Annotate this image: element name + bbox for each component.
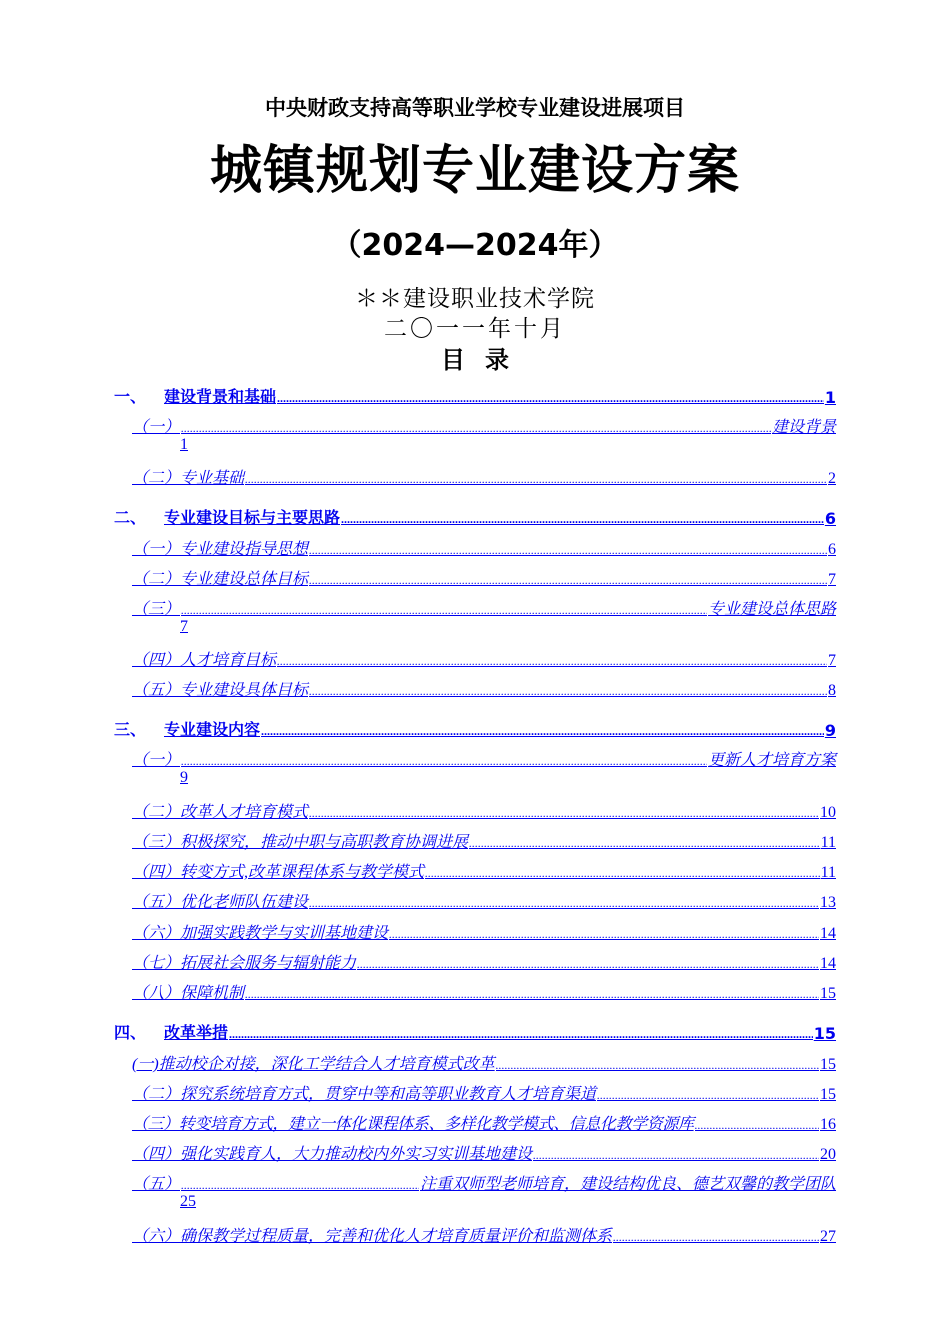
toc-item-label: （五）专业建设具体目标 xyxy=(132,682,309,699)
toc-item-label: （六）加强实践教学与实训基地建设 xyxy=(132,925,389,942)
toc-item-4-5[interactable] xyxy=(132,1171,836,1194)
toc-item-label: （四）人才培育目标 xyxy=(132,652,277,669)
toc-item-label: （四）强化实践育人，大力推动校内外实习实训基地建设 xyxy=(132,1146,533,1163)
toc-page-number: 1 xyxy=(180,436,188,453)
toc-item-label-tail: 专业建设总体思路 xyxy=(707,601,836,618)
toc-item-label-tail: 建设背景 xyxy=(771,419,836,436)
toc-page-number: 7 xyxy=(180,618,188,635)
toc-item-1-1-page[interactable] xyxy=(132,436,188,454)
toc-item-label: （七）拓展社会服务与辐射能力 xyxy=(132,955,357,972)
toc-page-number: 7 xyxy=(828,571,836,588)
toc-item-3-6[interactable] xyxy=(132,920,836,943)
toc-item-label-tail: 注重双师型老师培育，建设结构优良、德艺双馨的教学团队 xyxy=(419,1176,836,1193)
toc-section-label: 改革举措 xyxy=(164,1023,229,1042)
toc-item-4-2[interactable] xyxy=(132,1081,836,1104)
document-subtitle: 中央财政支持高等职业学校专业建设进展项目 xyxy=(265,96,685,120)
toc-item-3-4[interactable] xyxy=(132,859,836,882)
toc-item-label: （二）改革人才培育模式 xyxy=(132,804,309,821)
toc-page-number: 14 xyxy=(820,955,836,972)
toc-leader-dots xyxy=(309,574,827,586)
toc-leader-dots xyxy=(181,422,771,434)
toc-leader-dots xyxy=(425,867,820,879)
toc-leader-dots xyxy=(277,655,827,667)
toc-leader-dots xyxy=(597,1089,819,1101)
toc-section-label: 建设背景和基础 xyxy=(164,387,277,406)
toc-page-number: 20 xyxy=(820,1146,836,1163)
toc-leader-dots xyxy=(309,897,819,909)
document-date: 二〇一一年十月 xyxy=(384,316,566,342)
toc-section-label: 专业建设内容 xyxy=(164,720,261,739)
toc-leader-dots xyxy=(469,837,820,849)
toc-leader-dots xyxy=(181,1179,419,1191)
toc-item-2-3[interactable] xyxy=(132,596,836,619)
toc-item-3-1[interactable] xyxy=(132,747,836,770)
toc-item-label: （八）保障机制 xyxy=(132,985,245,1002)
toc-item-4-4[interactable] xyxy=(132,1141,836,1164)
toc-item-2-2[interactable] xyxy=(132,566,836,589)
toc-item-2-5[interactable] xyxy=(132,677,836,700)
toc-page-number: 16 xyxy=(820,1116,836,1133)
toc-item-4-3[interactable] xyxy=(132,1111,836,1134)
toc-section-number: 三、 xyxy=(114,720,147,739)
toc-item-3-3[interactable] xyxy=(132,829,836,852)
toc-leader-dots xyxy=(261,725,824,737)
toc-item-label: （三）转变培育方式，建立一体化课程体系、多样化教学模式、信息化教学资源库 xyxy=(132,1116,694,1133)
toc-item-3-2[interactable] xyxy=(132,799,836,822)
toc-item-2-4[interactable] xyxy=(132,647,836,670)
toc-page-number: 6 xyxy=(828,541,836,558)
toc-leader-dots xyxy=(613,1231,819,1243)
toc-item-label: （一） xyxy=(132,419,181,436)
toc-page-number: 10 xyxy=(820,804,836,821)
toc-leader-dots xyxy=(245,988,819,1000)
toc-item-3-1-page[interactable] xyxy=(132,769,188,787)
toc-leader-dots xyxy=(277,392,824,404)
toc-page-number: 14 xyxy=(820,925,836,942)
toc-item-label: （四）转变方式,改革课程体系与教学模式 xyxy=(132,864,425,881)
toc-page-number: 11 xyxy=(820,864,836,881)
institution-name: ＊＊建设职业技术学院 xyxy=(355,286,595,312)
toc-page-number: 9 xyxy=(180,769,188,786)
toc-item-3-7[interactable] xyxy=(132,950,836,973)
toc-item-label: （一） xyxy=(132,752,181,769)
toc-page-number: 8 xyxy=(828,682,836,699)
toc-leader-dots xyxy=(496,1059,819,1071)
toc-leader-dots xyxy=(533,1149,819,1161)
toc-page-number: 15 xyxy=(820,1056,836,1073)
toc-item-2-1[interactable] xyxy=(132,536,836,559)
toc-leader-dots xyxy=(341,513,824,525)
toc-item-label: （五）优化老师队伍建设 xyxy=(132,894,309,911)
toc-section-number: 四、 xyxy=(114,1023,147,1042)
toc-section-4[interactable] xyxy=(114,1020,836,1043)
toc-page-number: 27 xyxy=(820,1228,836,1245)
toc-section-2[interactable] xyxy=(114,505,836,528)
toc-page-number: 25 xyxy=(180,1193,196,1210)
toc-item-label-tail: 更新人才培育方案 xyxy=(707,752,836,769)
toc-leader-dots xyxy=(229,1028,813,1040)
toc-item-label: (一)推动校企对接，深化工学结合人才培育模式改革 xyxy=(132,1056,495,1073)
toc-page-number: 13 xyxy=(820,894,836,911)
toc-item-1-2[interactable] xyxy=(132,465,836,488)
toc-section-label: 专业建设目标与主要思路 xyxy=(164,508,341,527)
toc-item-label: （二）专业建设总体目标 xyxy=(132,571,309,588)
toc-page-number: 9 xyxy=(824,721,836,740)
toc-page-number: 15 xyxy=(820,1086,836,1103)
document-years: （2024—2024年） xyxy=(331,228,619,263)
toc-section-3[interactable] xyxy=(114,717,836,740)
toc-item-2-3-page[interactable] xyxy=(132,618,188,636)
toc-page-number: 6 xyxy=(824,509,836,528)
toc-item-label: （二）探究系统培育方式，贯穿中等和高等职业教育人才培育渠道 xyxy=(132,1086,597,1103)
toc-leader-dots xyxy=(357,958,819,970)
toc-item-label: （三）积极探究，推动中职与高职教育协调进展 xyxy=(132,834,469,851)
toc-item-1-1[interactable] xyxy=(132,414,836,437)
toc-page-number: 11 xyxy=(820,834,836,851)
toc-page-number: 15 xyxy=(820,985,836,1002)
toc-item-label: （一）专业建设指导思想 xyxy=(132,541,309,558)
toc-page-number: 2 xyxy=(828,470,836,487)
toc-leader-dots xyxy=(389,928,819,940)
toc-item-label: （二）专业基础 xyxy=(132,470,245,487)
toc-leader-dots xyxy=(181,755,707,767)
toc-leader-dots xyxy=(309,685,827,697)
toc-item-label: （五） xyxy=(132,1176,181,1193)
toc-item-3-5[interactable] xyxy=(132,889,836,912)
toc-item-4-5-page[interactable] xyxy=(132,1193,196,1211)
toc-leader-dots xyxy=(309,807,819,819)
toc-item-4-6[interactable] xyxy=(132,1223,836,1246)
toc-heading: 目录 xyxy=(441,346,529,374)
document-title: 城镇规划专业建设方案 xyxy=(209,141,740,201)
toc-section-number: 二、 xyxy=(114,508,147,527)
toc-leader-dots xyxy=(695,1119,819,1131)
toc-leader-dots xyxy=(309,544,827,556)
toc-section-1[interactable] xyxy=(114,384,836,407)
toc-item-4-1[interactable] xyxy=(132,1051,836,1074)
toc-page-number: 7 xyxy=(828,652,836,669)
toc-leader-dots xyxy=(245,473,827,485)
toc-page-number: 1 xyxy=(824,388,836,407)
toc-section-number: 一、 xyxy=(114,387,147,406)
toc-leader-dots xyxy=(181,604,707,616)
toc-page-number: 15 xyxy=(813,1024,836,1043)
toc-item-3-8[interactable] xyxy=(132,980,836,1003)
toc-item-label: （六）确保教学过程质量，完善和优化人才培育质量评价和监测体系 xyxy=(132,1228,613,1245)
toc-item-label: （三） xyxy=(132,601,181,618)
